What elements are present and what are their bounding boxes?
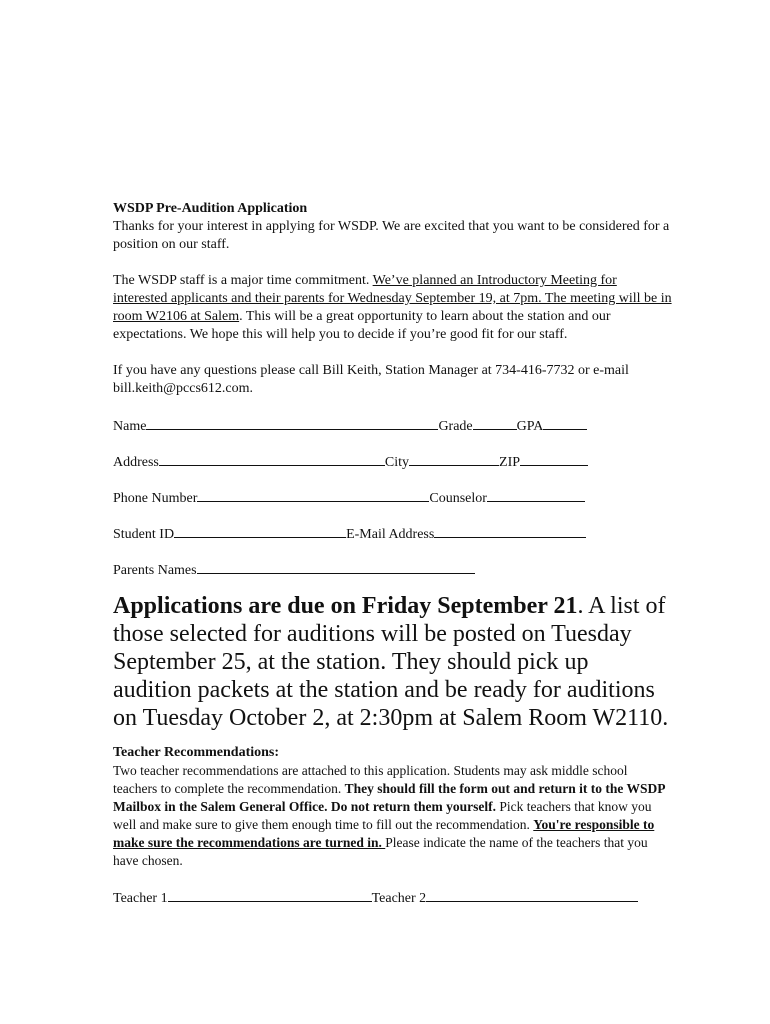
city-label: City bbox=[384, 455, 410, 470]
rec-p1: Two teacher recommendations are attached to this application. Students may ask middle school teachers to complete the recommendation. bbox=[113, 763, 628, 796]
form-title: WSDP Pre-Audition Application bbox=[113, 201, 308, 216]
email-field[interactable] bbox=[434, 524, 586, 538]
city-field[interactable] bbox=[409, 452, 499, 466]
student-id-field[interactable] bbox=[174, 524, 346, 538]
meeting-info: We’ve planned an Introductory Meeting for interested applicants and their parents for Wednesday September 19, at 7pm. The meeting will be in room W2106 at Salem bbox=[113, 273, 672, 324]
phone-field[interactable] bbox=[197, 488, 429, 502]
zip-label: ZIP bbox=[499, 455, 521, 470]
parents-field[interactable] bbox=[197, 560, 475, 574]
grade-label: Grade bbox=[438, 419, 473, 434]
name-row bbox=[113, 416, 673, 434]
student-id-label: Student ID bbox=[113, 527, 175, 542]
grade-field[interactable] bbox=[473, 416, 517, 430]
name-label: Name bbox=[113, 419, 147, 434]
phone-label: Phone Number bbox=[113, 491, 198, 506]
zip-field[interactable] bbox=[520, 452, 588, 466]
name-field[interactable] bbox=[146, 416, 438, 430]
address-label: Address bbox=[113, 455, 159, 470]
commitment-lead: The WSDP staff is a major time commitment. bbox=[113, 273, 373, 288]
teacher2-label: Teacher 2 bbox=[371, 891, 427, 906]
gpa-label: GPA bbox=[516, 419, 544, 434]
counselor-field[interactable] bbox=[487, 488, 585, 502]
rec-p1-bold: They should fill the form out and return it to the WSDP Mailbox in the Salem General Office. Do not return them yourself. bbox=[113, 781, 665, 814]
teacher1-label: Teacher 1 bbox=[113, 891, 168, 906]
contact-paragraph: If you have any questions please call Bill Keith, Station Manager at 734-416-7732 or e-mail bill.keith@pccs612.com. bbox=[113, 363, 629, 396]
parents-row bbox=[113, 560, 673, 578]
address-field[interactable] bbox=[159, 452, 385, 466]
commitment-paragraph bbox=[113, 272, 673, 344]
counselor-label: Counselor bbox=[429, 491, 487, 506]
commitment-rest: . This will be a great opportunity to learn about the station and our expectations. We hope this will help you to decide if you’re good fit for our staff. bbox=[113, 309, 611, 342]
email-label: E-Mail Address bbox=[346, 527, 435, 542]
rec-p2-bold: You're responsible to make sure the recommendations are turned in. bbox=[113, 817, 655, 850]
intro-text: Thanks for your interest in applying for WSDP. We are excited that you want to be considered for a position on our staff. bbox=[113, 219, 670, 252]
deadline-rest: . A list of those selected for auditions will be posted on Tuesday September 25, at the station. They should pick up audition packets at the station and be ready for auditions on Tuesday October 2, at 2:30pm at Salem Room W2110. bbox=[113, 593, 669, 731]
gpa-field[interactable] bbox=[543, 416, 587, 430]
application-form bbox=[113, 200, 673, 906]
recommendations-heading: Teacher Recommendations: bbox=[113, 745, 280, 760]
teacher2-field[interactable] bbox=[426, 888, 638, 902]
teachers-row bbox=[113, 888, 673, 906]
rec-p2: Pick teachers that know you well and make sure to give them enough time to fill out the recommendation. bbox=[113, 799, 652, 832]
recommendations-paragraph bbox=[113, 762, 673, 870]
address-row bbox=[113, 452, 673, 470]
teacher1-field[interactable] bbox=[168, 888, 372, 902]
deadline-bold: Applications are due on Friday September 21 bbox=[113, 593, 578, 619]
phone-row bbox=[113, 488, 673, 506]
student-id-row bbox=[113, 524, 673, 542]
parents-label: Parents Names bbox=[113, 563, 197, 578]
deadline-paragraph bbox=[113, 592, 673, 732]
rec-p3: Please indicate the name of the teachers that you have chosen. bbox=[113, 835, 648, 868]
